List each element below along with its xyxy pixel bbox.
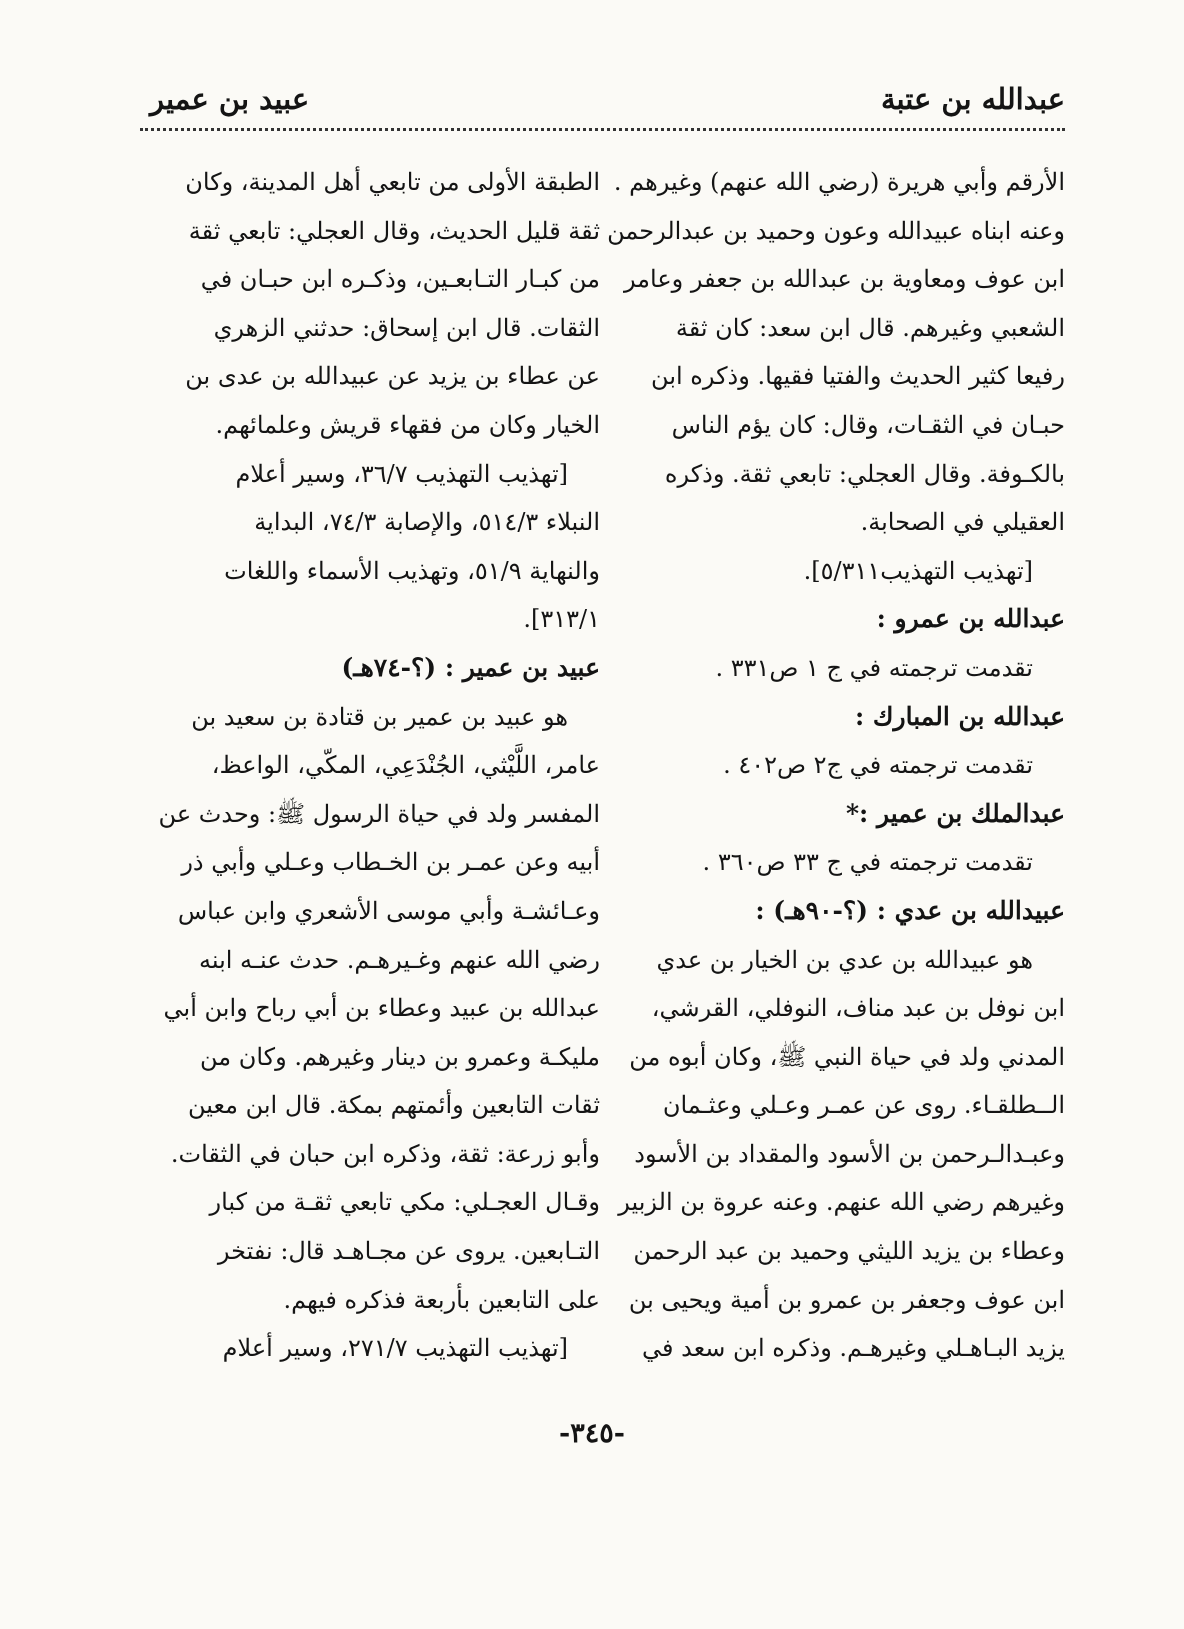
text-line: وعـائشـة وأبي موسى الأشعري وابن عباس [177, 896, 600, 925]
text-line: ابن عوف وجعفر بن عمرو بن أمية ويحيى بن [628, 1285, 1065, 1314]
text-line: وأبو زرعة: ثقة، وذكره ابن حبان في الثقات. [170, 1139, 600, 1168]
page-number: -٣٤٥- [559, 1418, 625, 1449]
header-left-title: عبيد بن عمير [150, 82, 310, 116]
text-line: من كبـار التـابعـين، وذكـره ابن حبـان في [200, 265, 600, 294]
citation-line: [تهذيب التهذيب ٣٦/٧، وسير أعلام [235, 459, 568, 488]
text-line: عبدالله بن عبيد وعطاء بن أبي رباح وابن أبي [163, 994, 600, 1023]
citation-line: النبلاء ٥١٤/٣، والإصابة ٧٤/٣، البداية [254, 508, 600, 537]
text-line: هو عبيد بن عمير بن قتادة بن سعيد بن [191, 702, 568, 731]
text-line: حبـان في الثقـات، وقال: كان يؤم الناس [671, 410, 1065, 439]
text-line: الثقات. قال ابن إسحاق: حدثني الزهري [213, 313, 600, 342]
text-line: رضي الله عنهم وغـيرهـم. حدث عنـه ابنه [198, 945, 600, 974]
citation-line: [تهذيب التهذيب ٢٧١/٧، وسير أعلام [222, 1334, 568, 1363]
citation-line: والنهاية ٥١/٩، وتهذيب الأسماء واللغات [224, 556, 600, 585]
text-line: مليكـة وعمرو بن دينار وغيرهم. وكان من [199, 1042, 600, 1071]
text-line: وعطاء بن يزيد الليثي وحميد بن عبد الرحمن [633, 1237, 1065, 1266]
text-line: ابن نوفل بن عبد مناف، النوفلي، القرشي، [651, 994, 1065, 1023]
text-line: على التابعين بأربعة فذكره فيهم. [283, 1285, 600, 1314]
entry-heading: عبيد بن عمير : (؟-٧٤هـ) [341, 652, 600, 682]
right-column [605, 158, 1065, 1368]
text-line: الخيار وكان من فقهاء قريش وعلمائهم. [215, 410, 600, 439]
citation-line: [تهذيب التهذيب٥/٣١١]. [803, 556, 1033, 585]
text-line: الشعبي وغيرهم. قال ابن سعد: كان ثقة [675, 313, 1065, 342]
text-line: وعبـدالـرحمن بن الأسود والمقداد بن الأسود [634, 1139, 1065, 1168]
text-line: يزيد البـاهـلي وغيرهـم. وذكره ابن سعد في [642, 1334, 1065, 1363]
text-line: وعنه ابناه عبيدالله وعون وحميد بن عبدالرحمن [607, 216, 1065, 245]
text-line: وغيرهم رضي الله عنهم. وعنه عروة بن الزبير [618, 1188, 1065, 1217]
text-line: ثقة قليل الحديث، وقال العجلي: تابعي ثقة [188, 216, 600, 245]
text-line: التـابعين. يروى عن مجـاهـد قال: نفتخر [217, 1237, 600, 1266]
text-line: رفيعا كثير الحديث والفتيا فقيها. وذكره ابن [651, 362, 1065, 391]
text-line: الأرقم وأبي هريرة (رضي الله عنهم) وغيرهم . [613, 168, 1065, 196]
text-line: الطبقة الأولى من تابعي أهل المدينة، وكان [185, 168, 600, 196]
text-line: عن عطاء بن يزيد عن عبيدالله بن عدى بن [185, 362, 600, 391]
text-line: الــطلقـاء. روى عن عمـر وعـلي وعثـمان [662, 1091, 1065, 1120]
entry-heading: عبيدالله بن عدي : (؟-٩٠هـ) : [755, 895, 1065, 925]
entry-heading: عبدالله بن عمرو : [876, 604, 1065, 634]
text-line: هو عبيدالله بن عدي بن الخيار بن عدي [656, 945, 1033, 974]
text-line: عامر، اللَّيْثي، الجُنْدَعِي، المكّي، الواعظ، [211, 751, 600, 780]
text-line: المدني ولد في حياة النبي ﷺ، وكان أبوه من [629, 1042, 1065, 1071]
text-line: أبيه وعن عمـر بن الخـطاب وعـلي وأبي ذر [181, 848, 600, 877]
text-line: المفسر ولد في حياة الرسول ﷺ: وحدث عن [158, 799, 600, 828]
citation-line: ٣١٣/١]. [523, 605, 600, 634]
text-line: العقيلي في الصحابة. [860, 508, 1065, 537]
left-column [140, 158, 600, 1368]
text-line: بالكـوفة. وقال العجلي: تابعي ثقة. وذكره [664, 459, 1065, 488]
entry-heading: عبدالله بن المبارك : [854, 701, 1065, 731]
header-right-title: عبدالله بن عتبة [880, 82, 1065, 116]
text-line: تقدمت ترجمته في ج٢ ص٤٠٢ . [723, 751, 1033, 780]
text-line: تقدمت ترجمته في ج ١ ص٣٣١ . [715, 653, 1033, 682]
running-header [140, 78, 1065, 128]
header-dotted-rule [140, 128, 1065, 131]
text-line: ابن عوف ومعاوية بن عبدالله بن جعفر وعامر [623, 265, 1065, 294]
text-line: تقدمت ترجمته في ج ٣٣ ص٣٦٠ . [702, 848, 1033, 877]
entry-heading: عبدالملك بن عمير :* [845, 798, 1065, 828]
text-line: ثقات التابعين وأئمتهم بمكة. قال ابن معين [188, 1091, 600, 1120]
text-line: وقـال العجـلي: مكي تابعي ثقـة من كبار [209, 1188, 600, 1217]
